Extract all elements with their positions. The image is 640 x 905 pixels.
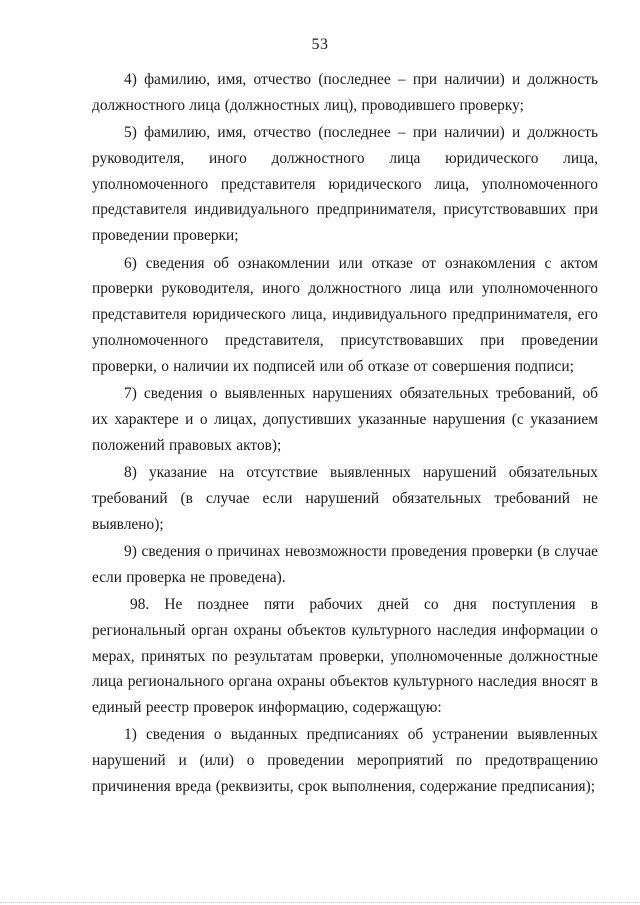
document-body: [92, 67, 598, 801]
list-item-9: 9) сведения о причинах невозможности проведения проверки (в случае если проверка не проведена).: [92, 542, 598, 586]
list-item-6: 6) сведения об ознакомлении или отказе от ознакомления с актом проверки руководителя, иного должностного лица или уполномоченного представителя юридического лица, индивидуального предпринимателя, его уполномоченного представителя, присутствовавших при проведении проверки, о наличии их подписей или об отказе от совершения подписи;: [92, 254, 598, 375]
clause-98: 98. Не позднее пяти рабочих дней со дня поступления в региональный орган охраны объектов культурного наследия информации о мерах, принятых по результатам проверки, уполномоченные должностные лица регионального органа охраны объектов культурного наследия вносят в единый реестр проверок информацию, содержащую:: [92, 595, 598, 717]
list-item-5: 5) фамилию, имя, отчество (последнее – при наличии) и должность руководителя, иного должностного лица юридического лица, уполномоченного представителя юридического лица, уполномоченного представителя индивидуального предпринимателя, присутствовавших при проведении проверки;: [92, 124, 598, 245]
scan-edge-divider: [0, 901, 640, 903]
list-item-7: 7) сведения о выявленных нарушениях обязательных требований, об их характере и о лицах, допустивших указанные нарушения (с указанием положений правовых актов);: [92, 385, 598, 454]
clause-98-item-1: 1) сведения о выданных предписаниях об устранении выявленных нарушений и (или) о проведении мероприятий по предотвращению причинения вреда (реквизиты, срок выполнения, содержание предписания);: [92, 726, 598, 796]
page-number: 53: [311, 36, 329, 53]
list-item-4: 4) фамилию, имя, отчество (последнее – при наличии) и должность должностного лица (должностных лиц), проводившего проверку;: [92, 71, 598, 114]
list-item-8: 8) указание на отсутствие выявленных нарушений обязательных требований (в случае если нарушений обязательных требований не выявлено);: [92, 463, 598, 533]
